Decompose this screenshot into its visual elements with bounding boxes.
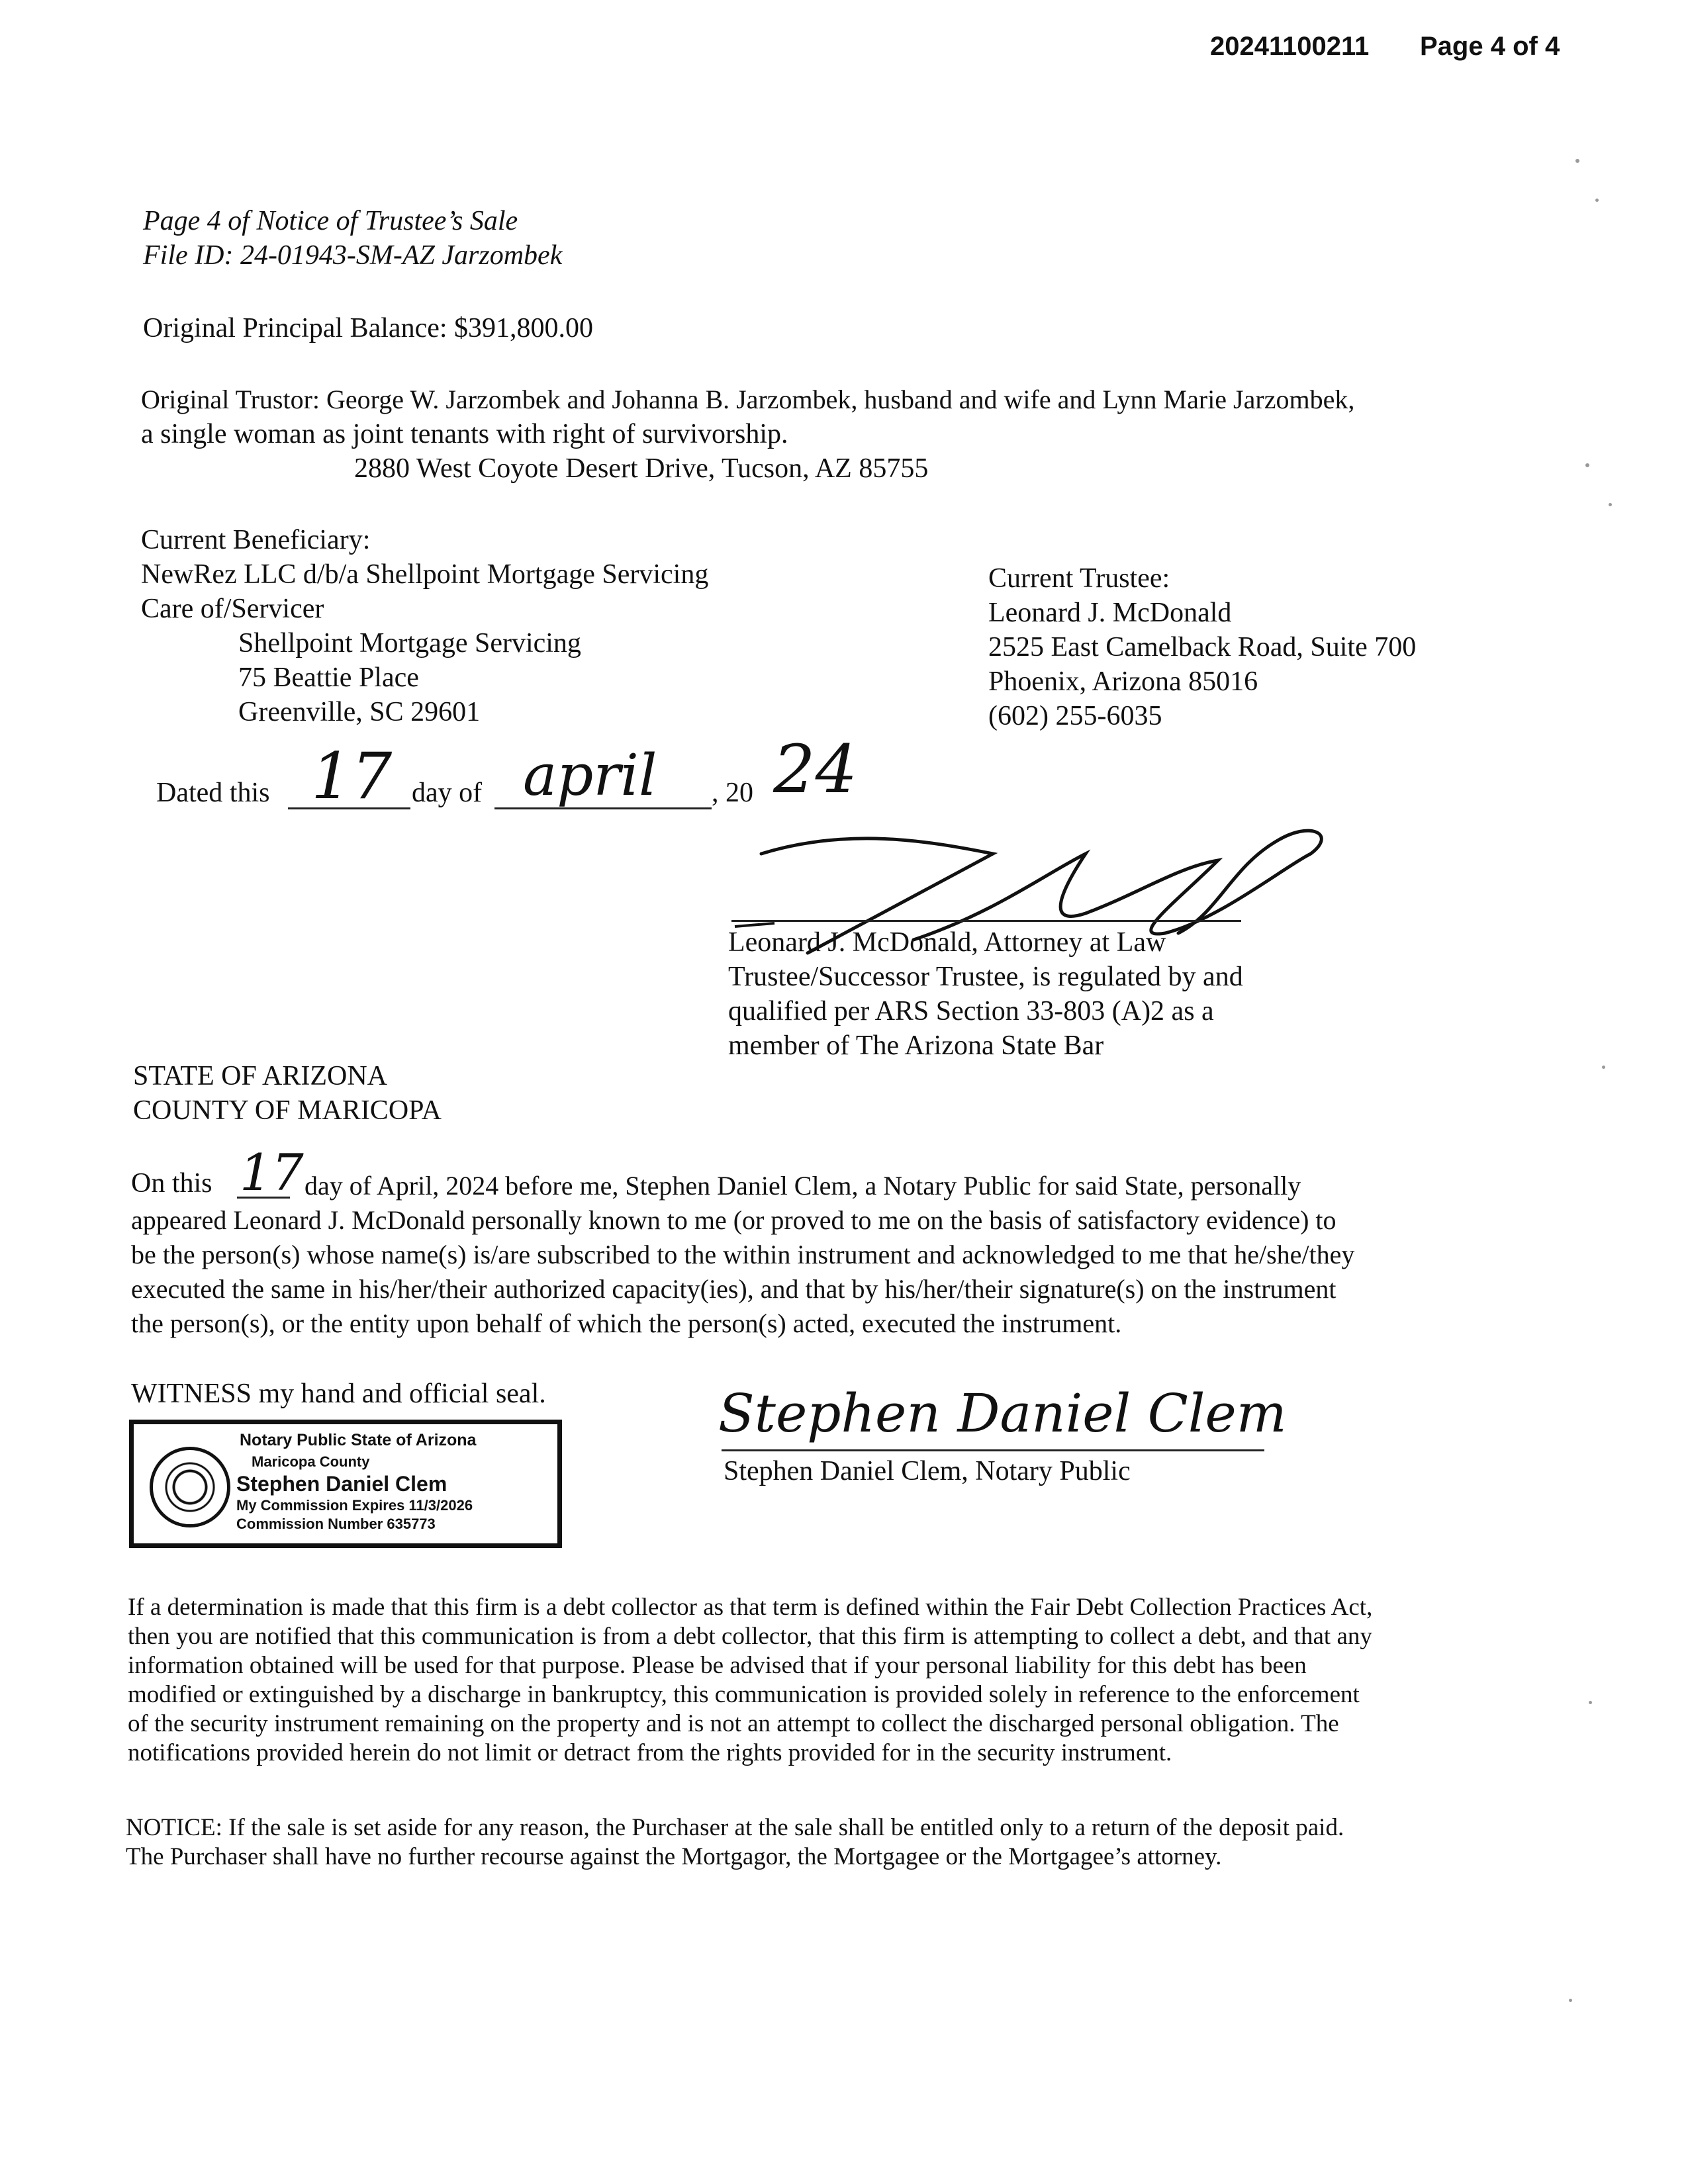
trustee-name: Leonard J. McDonald	[988, 598, 1232, 628]
notary-caption: Stephen Daniel Clem, Notary Public	[724, 1456, 1131, 1486]
disclosure-line-1: If a determination is made that this firm is a debt collector as that term is defined within the Fair Debt Collection Practices Act,	[128, 1594, 1373, 1621]
beneficiary-heading: Current Beneficiary:	[141, 525, 371, 555]
dated-prefix: Dated this	[156, 778, 270, 808]
document-number: 20241100211	[1210, 32, 1370, 61]
notary-signature-handwritten: Stephen Daniel Clem	[718, 1383, 1287, 1444]
scan-speck	[1589, 1701, 1592, 1704]
ack-line-5: the person(s), or the entity upon behalf of which the person(s) acted, executed the instrument.	[131, 1308, 1122, 1338]
scan-speck	[1595, 199, 1599, 202]
scan-speck	[1585, 463, 1589, 467]
caption-line-2: File ID: 24-01943-SM-AZ Jarzombek	[143, 240, 563, 271]
attorney-line-2: Trustee/Successor Trustee, is regulated by and	[728, 962, 1243, 992]
disclosure-line-5: of the security instrument remaining on the property and is not an attempt to collect the discharged personal obligation. The	[128, 1710, 1339, 1737]
notary-signature-line	[722, 1449, 1264, 1451]
trustor-line-2: a single woman as joint tenants with right of survivorship.	[141, 419, 788, 449]
scan-speck	[1602, 1066, 1605, 1069]
scan-speck	[1609, 503, 1612, 506]
attorney-line-3: qualified per ARS Section 33-803 (A)2 as a	[728, 996, 1214, 1026]
attorney-signature-line	[731, 920, 1241, 922]
dated-year-handwritten: 24	[773, 731, 858, 808]
ack-day-handwritten: 17	[240, 1143, 304, 1202]
beneficiary-care-of: Care of/Servicer	[141, 594, 324, 624]
original-principal-balance: Original Principal Balance: $391,800.00	[143, 313, 594, 343]
disclosure-line-3: information obtained will be used for that purpose. Please be advised that if your personal liability for this debt has been	[128, 1652, 1307, 1679]
ack-line-4: executed the same in his/her/their authorized capacity(ies), and that by his/her/their signature(s) on the instrument	[131, 1274, 1336, 1304]
attorney-line-4: member of The Arizona State Bar	[728, 1030, 1104, 1061]
trustee-heading: Current Trustee:	[988, 563, 1170, 594]
ack-line-1: day of April, 2024 before me, Stephen Daniel Clem, a Notary Public for said State, personally	[305, 1171, 1301, 1201]
caption-line-1: Page 4 of Notice of Trustee’s Sale	[143, 206, 518, 236]
witness-text: WITNESS my hand and official seal.	[131, 1379, 546, 1409]
stamp-line-5: Commission Number 635773	[236, 1516, 436, 1532]
stamp-line-2: Maricopa County	[252, 1453, 370, 1470]
trustor-address: 2880 West Coyote Desert Drive, Tucson, AZ 85755	[354, 453, 929, 484]
notary-stamp	[129, 1420, 562, 1548]
notary-seal-icon	[150, 1447, 230, 1527]
page-label: Page 4 of 4	[1420, 32, 1560, 61]
disclosure-line-4: modified or extinguished by a discharge in bankruptcy, this communication is provided solely in reference to the enforcement	[128, 1681, 1360, 1708]
stamp-line-1: Notary Public State of Arizona	[240, 1431, 477, 1449]
dated-day-handwritten: 17	[311, 739, 393, 813]
ack-line-2: appeared Leonard J. McDonald personally known to me (or proved to me on the basis of satisfactory evidence) to	[131, 1205, 1336, 1235]
trustee-city: Phoenix, Arizona 85016	[988, 666, 1258, 697]
scan-speck	[1569, 1999, 1572, 2002]
ack-prefix: On this	[131, 1168, 212, 1199]
beneficiary-name: NewRez LLC d/b/a Shellpoint Mortgage Servicing	[141, 559, 709, 590]
disclosure-line-2: then you are notified that this communication is from a debt collector, that this firm is attempting to collect a debt, and that any	[128, 1623, 1372, 1650]
scan-speck	[1575, 159, 1579, 163]
disclosure-line-6: notifications provided herein do not limit or detract from the rights provided for in the security instrument.	[128, 1739, 1172, 1766]
stamp-line-4: My Commission Expires 11/3/2026	[236, 1497, 473, 1514]
trustee-phone: (602) 255-6035	[988, 701, 1162, 731]
attorney-line-1: Leonard J. McDonald, Attorney at Law	[728, 927, 1166, 958]
venue-county: COUNTY OF MARICOPA	[133, 1095, 442, 1126]
notice-line-1: NOTICE: If the sale is set aside for any reason, the Purchaser at the sale shall be entitled only to a return of the deposit paid.	[126, 1814, 1344, 1841]
stamp-line-3: Stephen Daniel Clem	[236, 1472, 447, 1496]
servicer-name: Shellpoint Mortgage Servicing	[238, 628, 581, 659]
ack-line-3: be the person(s) whose name(s) is/are subscribed to the within instrument and acknowledged to me that he/she/they	[131, 1240, 1355, 1269]
dated-year-prefix: , 20	[712, 778, 753, 808]
venue-state: STATE OF ARIZONA	[133, 1061, 387, 1091]
servicer-city: Greenville, SC 29601	[238, 697, 481, 727]
servicer-street: 75 Beattie Place	[238, 662, 419, 693]
dated-day-of: day of	[412, 778, 483, 808]
notice-line-2: The Purchaser shall have no further recourse against the Mortgagor, the Mortgagee or the Mortgagee’s attorney.	[126, 1843, 1222, 1870]
trustor-line-1: Original Trustor: George W. Jarzombek and Johanna B. Jarzombek, husband and wife and Lynn Marie Jarzombek,	[141, 385, 1355, 414]
trustee-street: 2525 East Camelback Road, Suite 700	[988, 632, 1417, 662]
dated-month-handwritten: april	[523, 743, 657, 809]
